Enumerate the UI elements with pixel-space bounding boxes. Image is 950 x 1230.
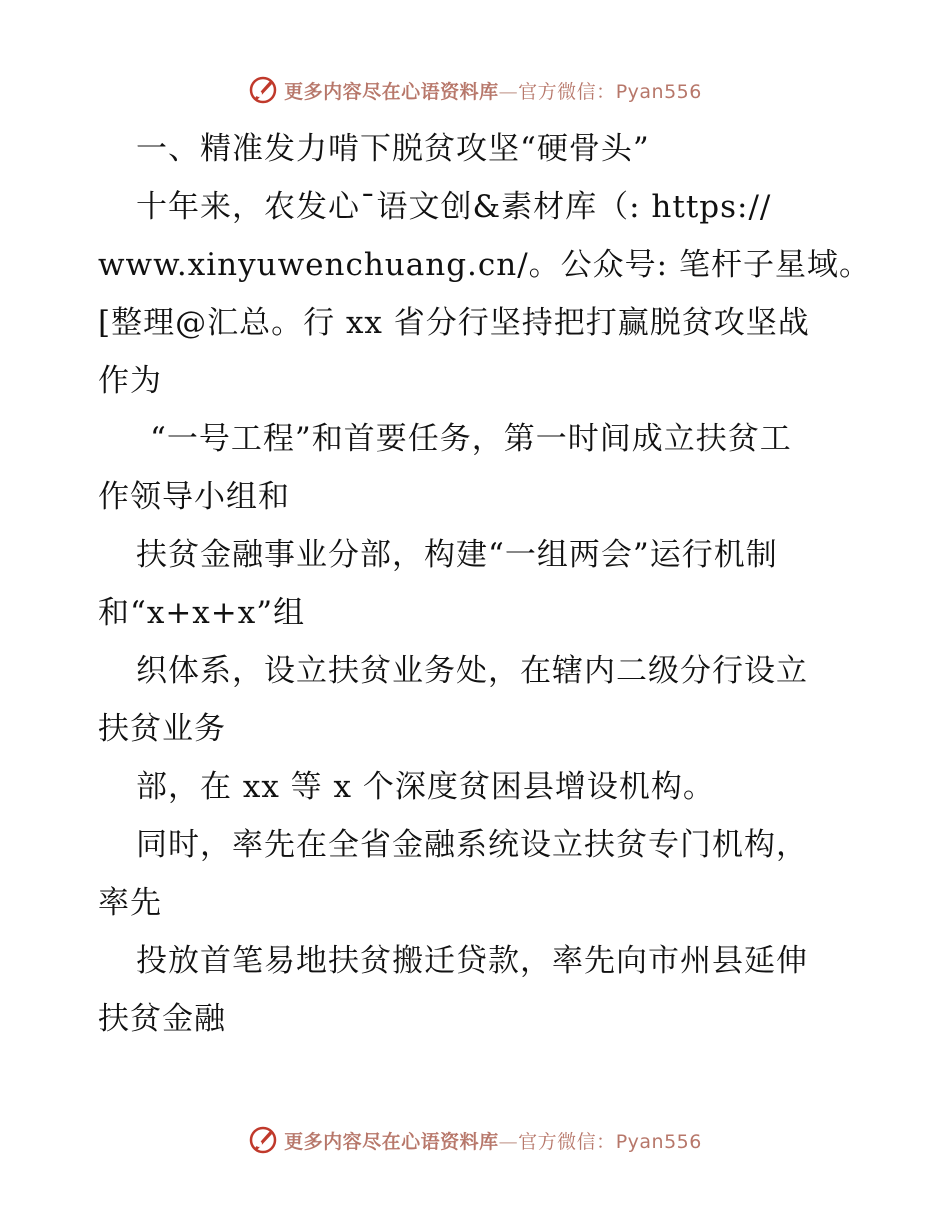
paragraph-line: 扶贫业务: [98, 711, 226, 747]
section-heading: 一、精准发力啃下脱贫攻坚“硬骨头”: [136, 131, 650, 167]
paragraph-line: 部，在 xx 等 x 个深度贫困县增设机构。: [136, 769, 715, 805]
paragraph-line: 扶贫金融事业分部，构建“一组两会”运行机制: [136, 537, 778, 573]
paragraph-line: 投放首笔易地扶贫搬迁贷款，率先向市州县延伸: [136, 943, 808, 979]
paragraph-line: 率先: [98, 885, 162, 921]
paragraph-line: 作为: [98, 363, 162, 399]
paragraph-line: “一号工程”和首要任务，第一时间成立扶贫工: [150, 421, 792, 457]
paragraph-line: 织体系，设立扶贫业务处，在辖内二级分行设立: [136, 653, 808, 689]
watermark-text: 更多内容尽在心语资料库—官方微信：Pyan556: [284, 80, 702, 103]
footer-watermark: [0, 1120, 950, 1160]
paragraph-line: 和“x+x+x”组: [98, 595, 306, 631]
paragraph-line: [整理@汇总。行 xx 省分行坚持把打赢脱贫攻坚战: [98, 305, 810, 341]
header-watermark: [0, 70, 950, 110]
paragraph-line: 十年来，农发心¯语文创&素材库（: https://: [136, 189, 772, 225]
paragraph-line: 作领导小组和: [98, 479, 290, 515]
quill-logo-icon: [248, 1125, 278, 1155]
paragraph-line: 同时，率先在全省金融系统设立扶贫专门机构，: [136, 827, 808, 863]
document-body: [98, 120, 871, 1048]
watermark-text: 更多内容尽在心语资料库—官方微信：Pyan556: [284, 1130, 702, 1153]
paragraph-line: www.xinyuwenchuang.cn/。公众号: 笔杆子星域。: [98, 247, 871, 283]
quill-logo-icon: [248, 75, 278, 105]
paragraph-line: 扶贫金融: [98, 1001, 226, 1037]
